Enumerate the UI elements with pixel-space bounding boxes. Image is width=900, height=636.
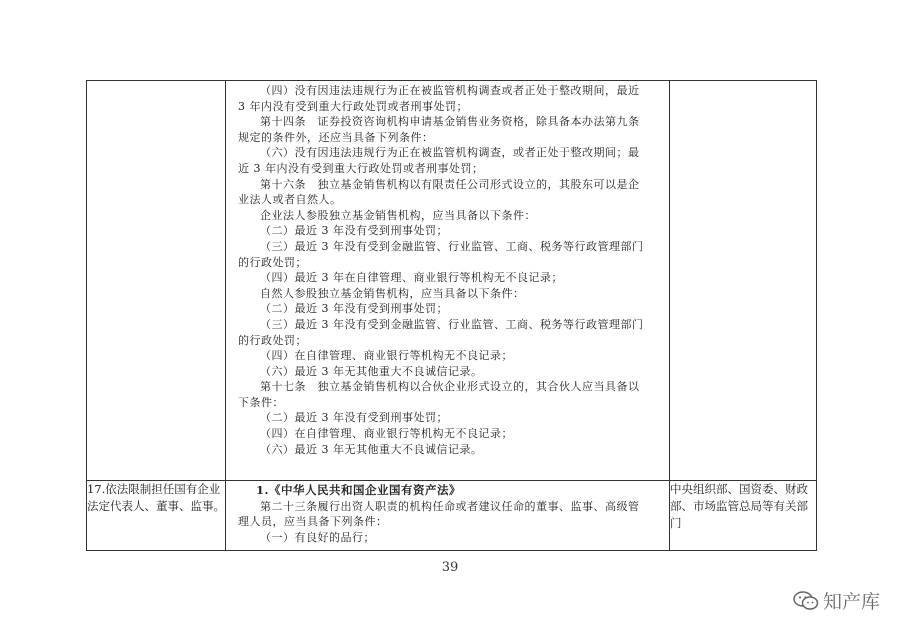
table-row xyxy=(87,481,817,551)
law-line: （二）最近 3 年没有受到刑事处罚； xyxy=(260,411,448,425)
wechat-icon xyxy=(793,590,819,612)
law-line: 自然人参股独立基金销售机构，应当具备以下条件： xyxy=(260,286,525,300)
law-line: 近 3 年内没有受到重大行政处罚或者刑事处罚； xyxy=(238,161,484,175)
law-lines xyxy=(238,499,661,546)
law-line: 业法人或者自然人。 xyxy=(238,193,342,207)
law-line: （二）最近 3 年没有受到刑事处罚； xyxy=(260,224,448,238)
table-row xyxy=(87,81,817,481)
law-line: （三）最近 3 年没有受到金融监管、行业监管、工商、税务等行政管理部门 xyxy=(260,317,644,331)
law-line: （三）最近 3 年没有受到金融监管、行业监管、工商、税务等行政管理部门 xyxy=(260,239,644,253)
page-number: 39 xyxy=(441,560,459,575)
item-cell xyxy=(87,81,226,481)
law-line: （四）没有因违法违规行为正在被监管机构调查或者正处于整改期间，最近 xyxy=(260,84,640,97)
item-cell: 17.依法限制担任国有企业法定代表人、董事、监事。 xyxy=(87,481,226,551)
law-cell xyxy=(226,481,670,551)
watermark xyxy=(793,587,880,614)
dept-cell: 中央组织部、国资委、财政部、市场监管总局等有关部门 xyxy=(670,481,817,551)
law-line: （六）最近 3 年无其他重大不良诚信记录。 xyxy=(260,442,483,456)
law-line: （四）在自律管理、商业银行等机构无不良记录； xyxy=(260,427,513,441)
law-title: 1.《中华人民共和国企业国有资产法》 xyxy=(256,483,462,497)
law-line: 第十四条 证券投资咨询机构申请基金销售业务资格，除具备本办法第九条 xyxy=(260,115,640,129)
law-line: （六）没有因违法违规行为正在被监管机构调查，或者正处于整改期间；最 xyxy=(260,146,640,160)
law-line: 第十六条 独立基金销售机构以有限责任公司形式设立的，其股东可以是企 xyxy=(260,177,640,191)
document-table xyxy=(86,80,817,551)
law-line: 第十七条 独立基金销售机构以合伙企业形式设立的，其合伙人应当具备以 xyxy=(260,380,640,394)
law-line: （四）最近 3 年在自律管理、商业银行等机构无不良记录； xyxy=(260,271,563,285)
law-line: 下条件： xyxy=(238,395,284,409)
watermark-text: 知产库 xyxy=(822,591,880,613)
law-line: （一）有良好的品行； xyxy=(260,530,375,544)
law-line: 3 年内没有受到重大行政处罚或者刑事处罚； xyxy=(238,99,468,113)
law-line: 理人员，应当具备下列条件： xyxy=(238,515,388,529)
law-line: 的行政处罚； xyxy=(238,255,307,269)
law-line: 的行政处罚； xyxy=(238,333,307,347)
law-line: （六）最近 3 年无其他重大不良诚信记录。 xyxy=(260,364,483,378)
law-cell xyxy=(226,81,670,481)
law-text xyxy=(226,81,669,457)
law-line: 规定的条件外，还应当具备下列条件： xyxy=(238,130,434,144)
law-text xyxy=(226,481,669,545)
law-line: 第二十三条履行出资人职责的机构任命或者建议任命的董事、监事、高级管 xyxy=(260,499,640,513)
dept-cell xyxy=(670,81,817,481)
law-line: 企业法人参股独立基金销售机构，应当具备以下条件： xyxy=(260,208,536,222)
law-line: （二）最近 3 年没有受到刑事处罚； xyxy=(260,302,448,316)
law-line: （四）在自律管理、商业银行等机构无不良记录； xyxy=(260,349,513,363)
